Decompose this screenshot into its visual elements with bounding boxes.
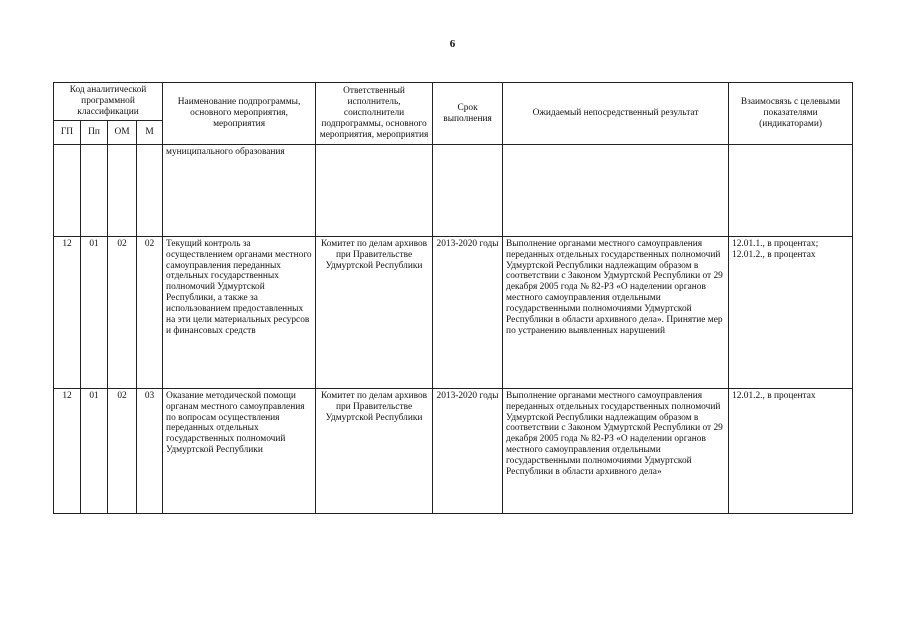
header-pp: Пп [81,121,108,145]
header-code-group: Код аналитической программной классификации [54,83,163,121]
cell-name: Текущий контроль за осуществлением органами местного самоуправления переданных отдельных государственных полномочий Удмуртской Республики, а также за использованием предоставленных на эти цели материальных ресурсов и финансовых средств [163,237,316,389]
cell-m [137,145,163,237]
header-row-1 [54,83,853,121]
cell-indicators [729,145,853,237]
program-table [53,82,853,514]
cell-result: Выполнение органами местного самоуправления переданных отдельных государственных полномочий Удмуртской Республики надлежащим образом в соответствии с Законом Удмуртской Республики от 29 декабря 2005 года № 82-РЗ «О наделении органов местного самоуправления отдельными государственными полномочиями Удмуртской Республики в области архивного дела». Принятие мер по устранению выявленных нарушений [503,237,729,389]
table-row [54,237,853,389]
header-name: Наименование подпрограммы, основного мероприятия, мероприятия [163,83,316,145]
cell-m: 02 [137,237,163,389]
header-term: Срок выполнения [433,83,503,145]
cell-gp [54,145,81,237]
cell-result [503,145,729,237]
cell-responsible [316,145,433,237]
cell-gp: 12 [54,389,81,514]
cell-indicators: 12.01.2., в процентах [729,389,853,514]
cell-name: Оказание методической помощи органам местного самоуправления по вопросам осуществления переданных отдельных государственных полномочий Удмуртской Республики [163,389,316,514]
cell-result: Выполнение органами местного самоуправления переданных отдельных государственных полномочий Удмуртской Республики надлежащим образом в соответствии с Законом Удмуртской Республики от 29 декабря 2005 года № 82-РЗ «О наделении органов местного самоуправления отдельными государственными полномочиями Удмуртской Республики в области архивного дела» [503,389,729,514]
header-result: Ожидаемый непосредственный результат [503,83,729,145]
header-om: ОМ [108,121,137,145]
header-m: М [137,121,163,145]
cell-om [108,145,137,237]
table-row [54,389,853,514]
cell-pp: 01 [81,389,108,514]
cell-indicators: 12.01.1., в процентах; 12.01.2., в процентах [729,237,853,389]
cell-responsible: Комитет по делам архивов при Правительстве Удмуртской Республики [316,237,433,389]
table-row-continuation [54,145,853,237]
header-gp: ГП [54,121,81,145]
cell-term: 2013-2020 годы [433,237,503,389]
cell-term: 2013-2020 годы [433,389,503,514]
cell-om: 02 [108,389,137,514]
cell-name: муниципального образования [163,145,316,237]
cell-om: 02 [108,237,137,389]
cell-pp [81,145,108,237]
cell-gp: 12 [54,237,81,389]
cell-term [433,145,503,237]
page-number: 6 [449,38,456,50]
header-responsible: Ответственный исполнитель, соисполнители подпрограммы, основного мероприятия, мероприятия [316,83,433,145]
cell-responsible: Комитет по делам архивов при Правительстве Удмуртской Республики [316,389,433,514]
cell-m: 03 [137,389,163,514]
header-indicators: Взаимосвязь с целевыми показателями (индикаторами) [729,83,853,145]
cell-pp: 01 [81,237,108,389]
